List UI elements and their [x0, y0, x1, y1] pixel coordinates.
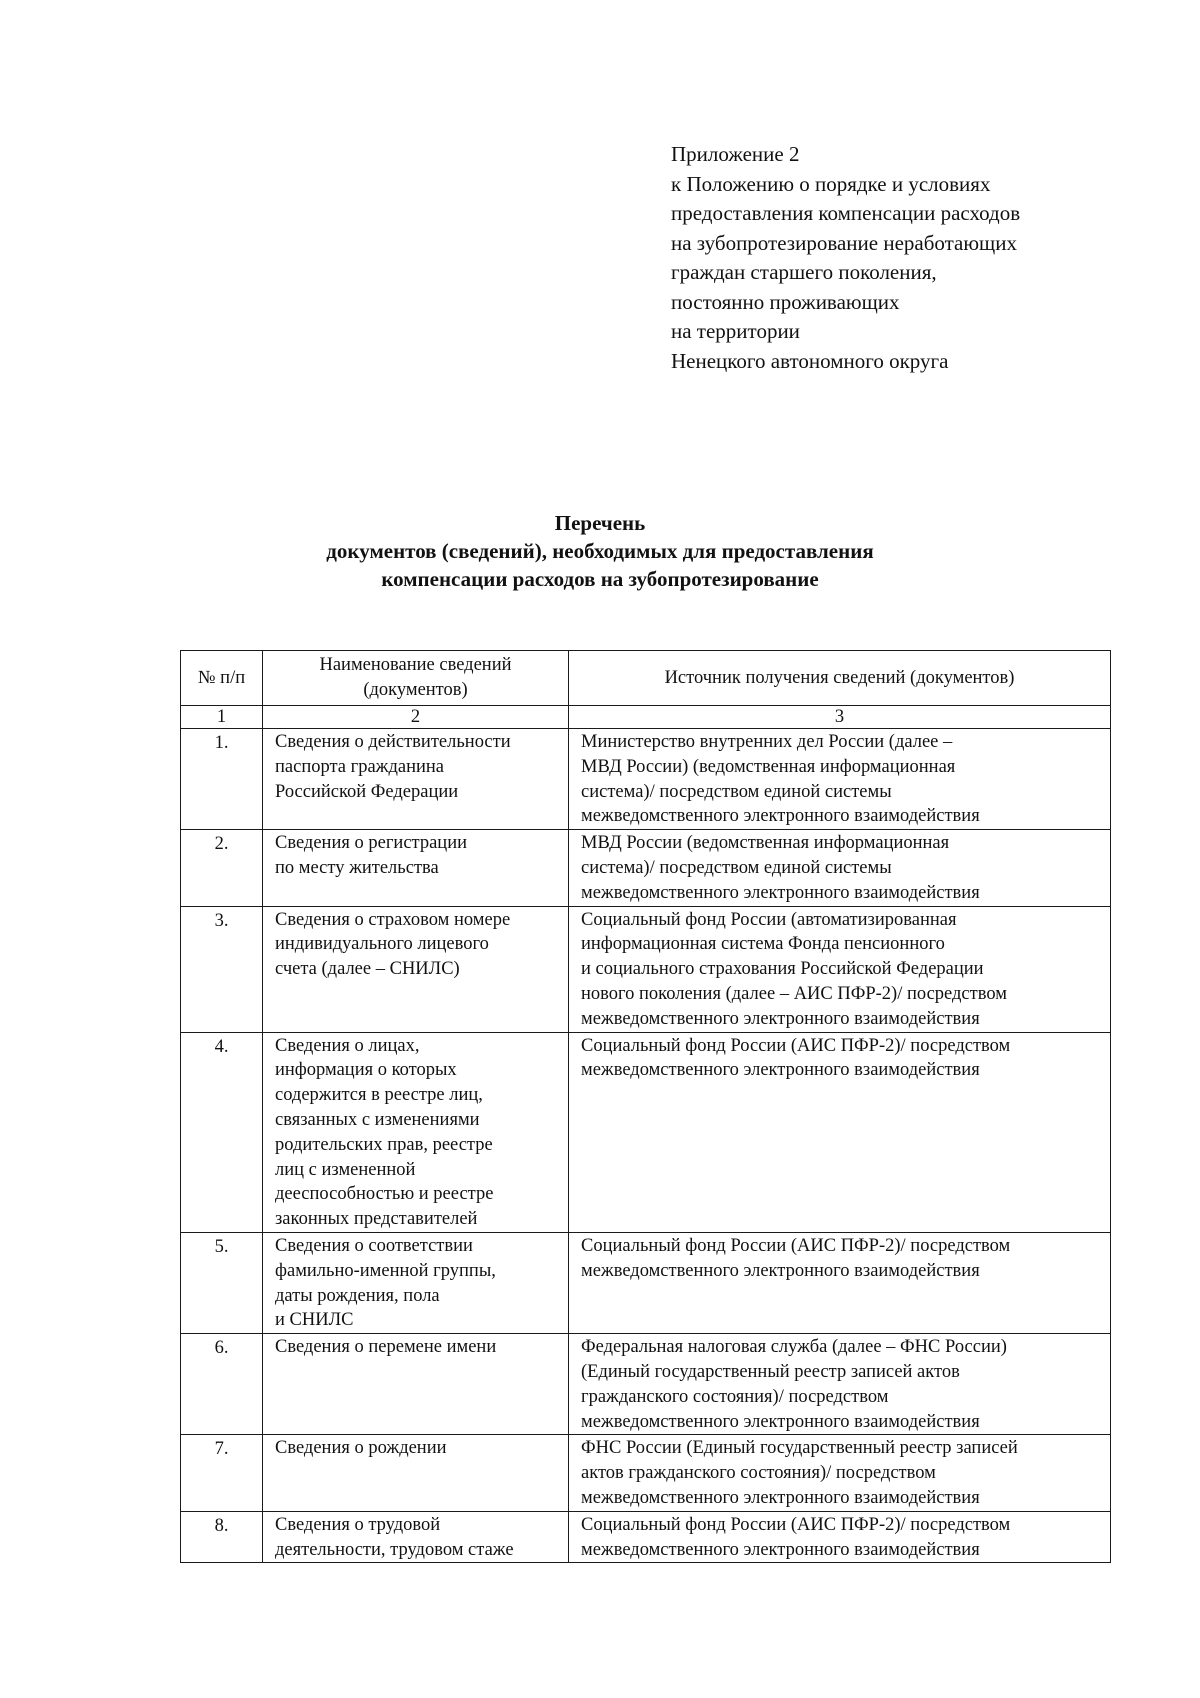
document-source: [569, 729, 1111, 830]
document-name: [263, 1511, 569, 1563]
document-source-line: межведомственного электронного взаимодействия: [581, 882, 980, 903]
appendix-line: граждан старшего поколения,: [671, 260, 937, 284]
document-name-line: паспорта гражданина: [275, 756, 444, 777]
document-name-line: Сведения о лицах,: [275, 1035, 420, 1056]
appendix-note: [671, 140, 1141, 376]
row-number: 8.: [181, 1511, 263, 1563]
row-number: 7.: [181, 1435, 263, 1511]
title-line: компенсации расходов на зубопротезирование: [381, 567, 819, 591]
table-row: [181, 729, 1111, 830]
document-name-line: фамильно-именной группы,: [275, 1260, 496, 1281]
column-number: 1: [181, 706, 263, 729]
document-name-line: лиц с измененной: [275, 1159, 416, 1180]
document-name-line: дееспособностью и реестре: [275, 1184, 494, 1205]
appendix-line: на зубопротезирование неработающих: [671, 230, 1017, 255]
document-source-line: межведомственного электронного взаимодействия: [581, 1487, 980, 1508]
document-source: [569, 1232, 1111, 1333]
document-name-line: Сведения о регистрации: [275, 833, 468, 854]
document-source-line: Социальный фонд России (АИС ПФР-2)/ посредством: [581, 1514, 1011, 1535]
appendix-line: Приложение 2: [671, 142, 800, 166]
document-name-line: содержится в реестре лиц,: [275, 1085, 483, 1106]
title-line: документов (сведений), необходимых для предоставления: [326, 539, 874, 563]
table-header-row: [181, 651, 1111, 706]
document-source-line: информационная система Фонда пенсионного: [581, 934, 945, 955]
document-source-line: актов гражданского состояния)/ посредством: [581, 1463, 936, 1484]
column-number: 3: [569, 706, 1111, 729]
document-source-line: нового поколения (далее – АИС ПФР-2)/ посредством: [581, 983, 1007, 1004]
row-number: 2.: [181, 830, 263, 906]
document-source: [569, 1032, 1111, 1232]
table-row: [181, 1435, 1111, 1511]
document-name-line: Сведения о перемене имени: [275, 1337, 497, 1358]
document-name-line: счета (далее – СНИЛС): [275, 959, 460, 980]
document-source-line: межведомственного электронного взаимодействия: [581, 1060, 980, 1081]
table-body: [181, 729, 1111, 1563]
document-source: [569, 906, 1111, 1032]
document-source-line: гражданского состояния)/ посредством: [581, 1386, 889, 1407]
row-number: 5.: [181, 1232, 263, 1333]
document-name-line: Сведения о действительности: [275, 732, 511, 752]
document-name: [263, 1032, 569, 1232]
row-number: 6.: [181, 1334, 263, 1435]
documents-table: [180, 650, 1111, 1563]
document-name: [263, 1232, 569, 1333]
document-source-line: Федеральная налоговая служба (далее – ФНС России): [581, 1337, 1007, 1358]
header-name: [263, 651, 569, 706]
document-source: [569, 1511, 1111, 1563]
document-name: [263, 1334, 569, 1435]
document-name-line: и СНИЛС: [275, 1310, 354, 1331]
document-name-line: Российской Федерации: [275, 781, 459, 802]
document-source-line: ФНС России (Единый государственный реестр записей: [581, 1438, 1018, 1459]
document-source-line: Социальный фонд России (автоматизированная: [581, 909, 957, 930]
appendix-line: к Положению о порядке и условиях: [671, 171, 991, 196]
appendix-line: на территории: [671, 319, 800, 343]
table-row: [181, 1032, 1111, 1232]
appendix-line: постоянно проживающих: [671, 289, 900, 314]
header-num: № п/п: [181, 651, 263, 706]
document-name-line: по месту жительства: [275, 857, 439, 878]
document-source-line: межведомственного электронного взаимодействия: [581, 1411, 980, 1432]
header-name-line: Наименование сведений: [319, 655, 512, 676]
document-source-line: межведомственного электронного взаимодействия: [581, 1539, 980, 1560]
document-name-line: Сведения о трудовой: [275, 1514, 441, 1535]
document-name-line: Сведения о рождении: [275, 1438, 447, 1459]
document-source-line: межведомственного электронного взаимодействия: [581, 1260, 980, 1281]
document-source: [569, 1435, 1111, 1511]
document-name-line: информация о которых: [275, 1060, 457, 1081]
row-number: 1.: [181, 729, 263, 830]
document-source-line: система)/ посредством единой системы: [581, 857, 892, 878]
table-row: [181, 906, 1111, 1032]
document-title: [0, 509, 1200, 593]
document-source-line: МВД России) (ведомственная информационная: [581, 756, 956, 777]
document-source-line: Социальный фонд России (АИС ПФР-2)/ посредством: [581, 1235, 1011, 1256]
appendix-line: предоставления компенсации расходов: [671, 201, 1021, 225]
document-name-line: связанных с изменениями: [275, 1109, 480, 1130]
column-number: 2: [263, 706, 569, 729]
document-source-line: межведомственного электронного взаимодействия: [581, 1008, 980, 1029]
document-name-line: даты рождения, пола: [275, 1285, 440, 1306]
document-name-line: родительских прав, реестре: [275, 1134, 493, 1155]
document-source-line: Министерство внутренних дел России (далее –: [581, 732, 953, 752]
table-row: [181, 830, 1111, 906]
table-row: [181, 1511, 1111, 1563]
header-name-line: (документов): [363, 680, 468, 700]
document-name: [263, 729, 569, 830]
document-name: [263, 830, 569, 906]
document-source-line: Социальный фонд России (АИС ПФР-2)/ посредством: [581, 1035, 1011, 1056]
document-name: [263, 1435, 569, 1511]
document-source: [569, 830, 1111, 906]
title-line: Перечень: [554, 511, 646, 535]
document-name-line: Сведения о соответствии: [275, 1235, 473, 1256]
row-number: 3.: [181, 906, 263, 1032]
appendix-line: Ненецкого автономного округа: [671, 348, 949, 373]
document-name-line: деятельности, трудовом стаже: [275, 1539, 514, 1560]
document-name: [263, 906, 569, 1032]
document-name-line: Сведения о страховом номере: [275, 909, 511, 930]
table-row: [181, 1232, 1111, 1333]
document-source-line: и социального страхования Российской Федерации: [581, 959, 984, 980]
header-source: Источник получения сведений (документов): [569, 651, 1111, 706]
document-source: [569, 1334, 1111, 1435]
table-row: [181, 1334, 1111, 1435]
document-source-line: МВД России (ведомственная информационная: [581, 833, 950, 854]
document-source-line: межведомственного электронного взаимодействия: [581, 806, 980, 827]
document-source-line: система)/ посредством единой системы: [581, 781, 892, 802]
document-name-line: законных представителей: [275, 1209, 478, 1230]
document-name-line: индивидуального лицевого: [275, 934, 489, 955]
column-number-row: [181, 706, 1111, 729]
row-number: 4.: [181, 1032, 263, 1232]
document-source-line: (Единый государственный реестр записей актов: [581, 1361, 960, 1382]
